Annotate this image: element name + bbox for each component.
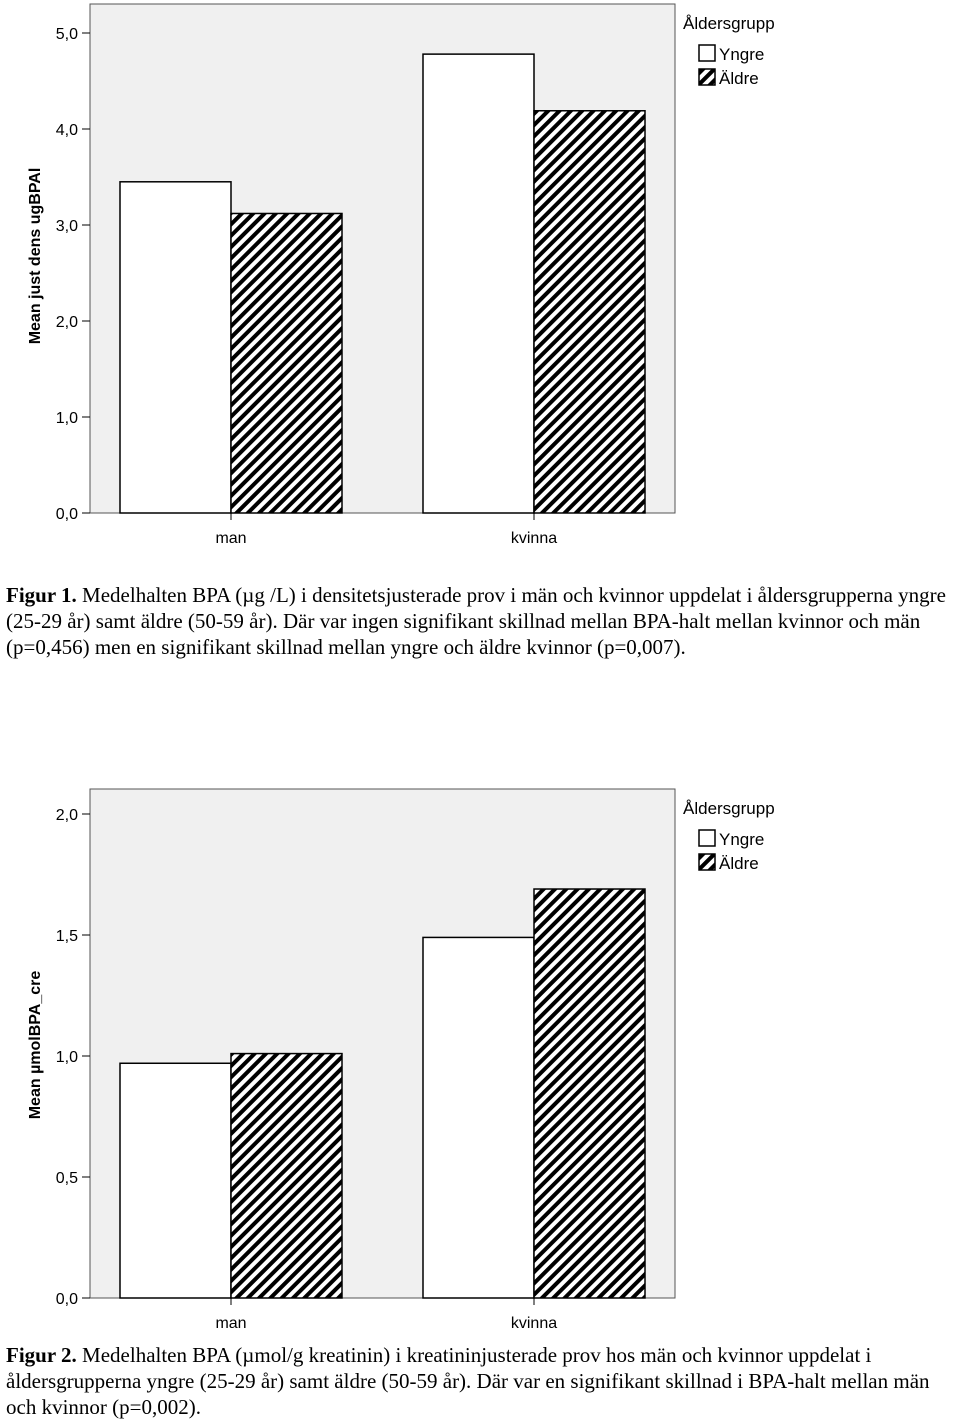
legend-swatch-yngre — [699, 45, 715, 61]
chart-1 — [0, 0, 960, 555]
legend-swatch-yngre — [699, 830, 715, 846]
bar-man-äldre — [231, 1054, 342, 1298]
bar-kvinna-yngre — [423, 54, 534, 513]
figure-2-caption — [6, 1342, 956, 1420]
y-tick-label: 2,0 — [55, 807, 78, 824]
y-axis-label: Mean µmolBPA_cre — [27, 970, 44, 1120]
figure-1-label: Figur 1. — [6, 583, 77, 607]
y-tick-label: 1,0 — [55, 410, 78, 427]
bar-kvinna-äldre — [534, 111, 645, 513]
figure-2-text: Medelhalten BPA (µmol/g kreatinin) i kreatininjusterade prov hos män och kvinnor uppdelat i åldersgrupperna yngre (25-29 år) samt äldre (50-59 år). Där var en signifikant skillnad i BPA-halt mellan män och kvinnor (p=0,002). — [6, 1343, 930, 1419]
y-tick-label: 2,0 — [55, 314, 78, 331]
legend-swatch-äldre — [699, 854, 715, 870]
bar-kvinna-yngre — [423, 937, 534, 1298]
y-tick-label: 5,0 — [55, 26, 78, 43]
y-tick-label: 0,5 — [55, 1170, 78, 1187]
x-tick-label: kvinna — [510, 530, 558, 547]
figure-2-label: Figur 2. — [6, 1343, 77, 1367]
y-tick-label: 3,0 — [55, 218, 78, 235]
legend-label: Äldre — [719, 854, 759, 873]
bar-man-äldre — [231, 213, 342, 513]
bar-man-yngre — [120, 1063, 231, 1298]
y-tick-label: 4,0 — [55, 122, 78, 139]
bar-kvinna-äldre — [534, 889, 645, 1298]
figure-1-text: Medelhalten BPA (µg /L) i densitetsjusterade prov i män och kvinnor uppdelat i åldersgrupperna yngre (25-29 år) samt äldre (50-59 år). Där var ingen signifikant skillnad mellan BPA-halt mellan kvinnor och män (p=0,456) men en signifikant skillnad mellan yngre och äldre kvinnor (p=0,007). — [6, 583, 946, 659]
figure-1-caption — [6, 582, 956, 660]
legend — [683, 14, 775, 88]
legend-swatch-äldre — [699, 69, 715, 85]
y-axis-label: Mean just dens ugBPAl — [27, 167, 44, 345]
legend-title: Åldersgrupp — [683, 799, 775, 818]
chart-2 — [0, 785, 960, 1340]
y-tick-label: 1,5 — [55, 928, 78, 945]
y-tick-label: 0,0 — [55, 506, 78, 523]
x-tick-label: man — [215, 530, 247, 547]
chart-2-svg — [0, 785, 960, 1340]
legend-label: Yngre — [719, 830, 765, 849]
chart-1-svg — [0, 0, 960, 555]
legend-title: Åldersgrupp — [683, 14, 775, 33]
y-tick-label: 1,0 — [55, 1049, 78, 1066]
legend-label: Yngre — [719, 45, 765, 64]
bar-man-yngre — [120, 182, 231, 513]
legend — [683, 799, 775, 873]
y-tick-label: 0,0 — [55, 1291, 78, 1308]
legend-label: Äldre — [719, 69, 759, 88]
x-tick-label: kvinna — [510, 1315, 558, 1332]
x-tick-label: man — [215, 1315, 247, 1332]
